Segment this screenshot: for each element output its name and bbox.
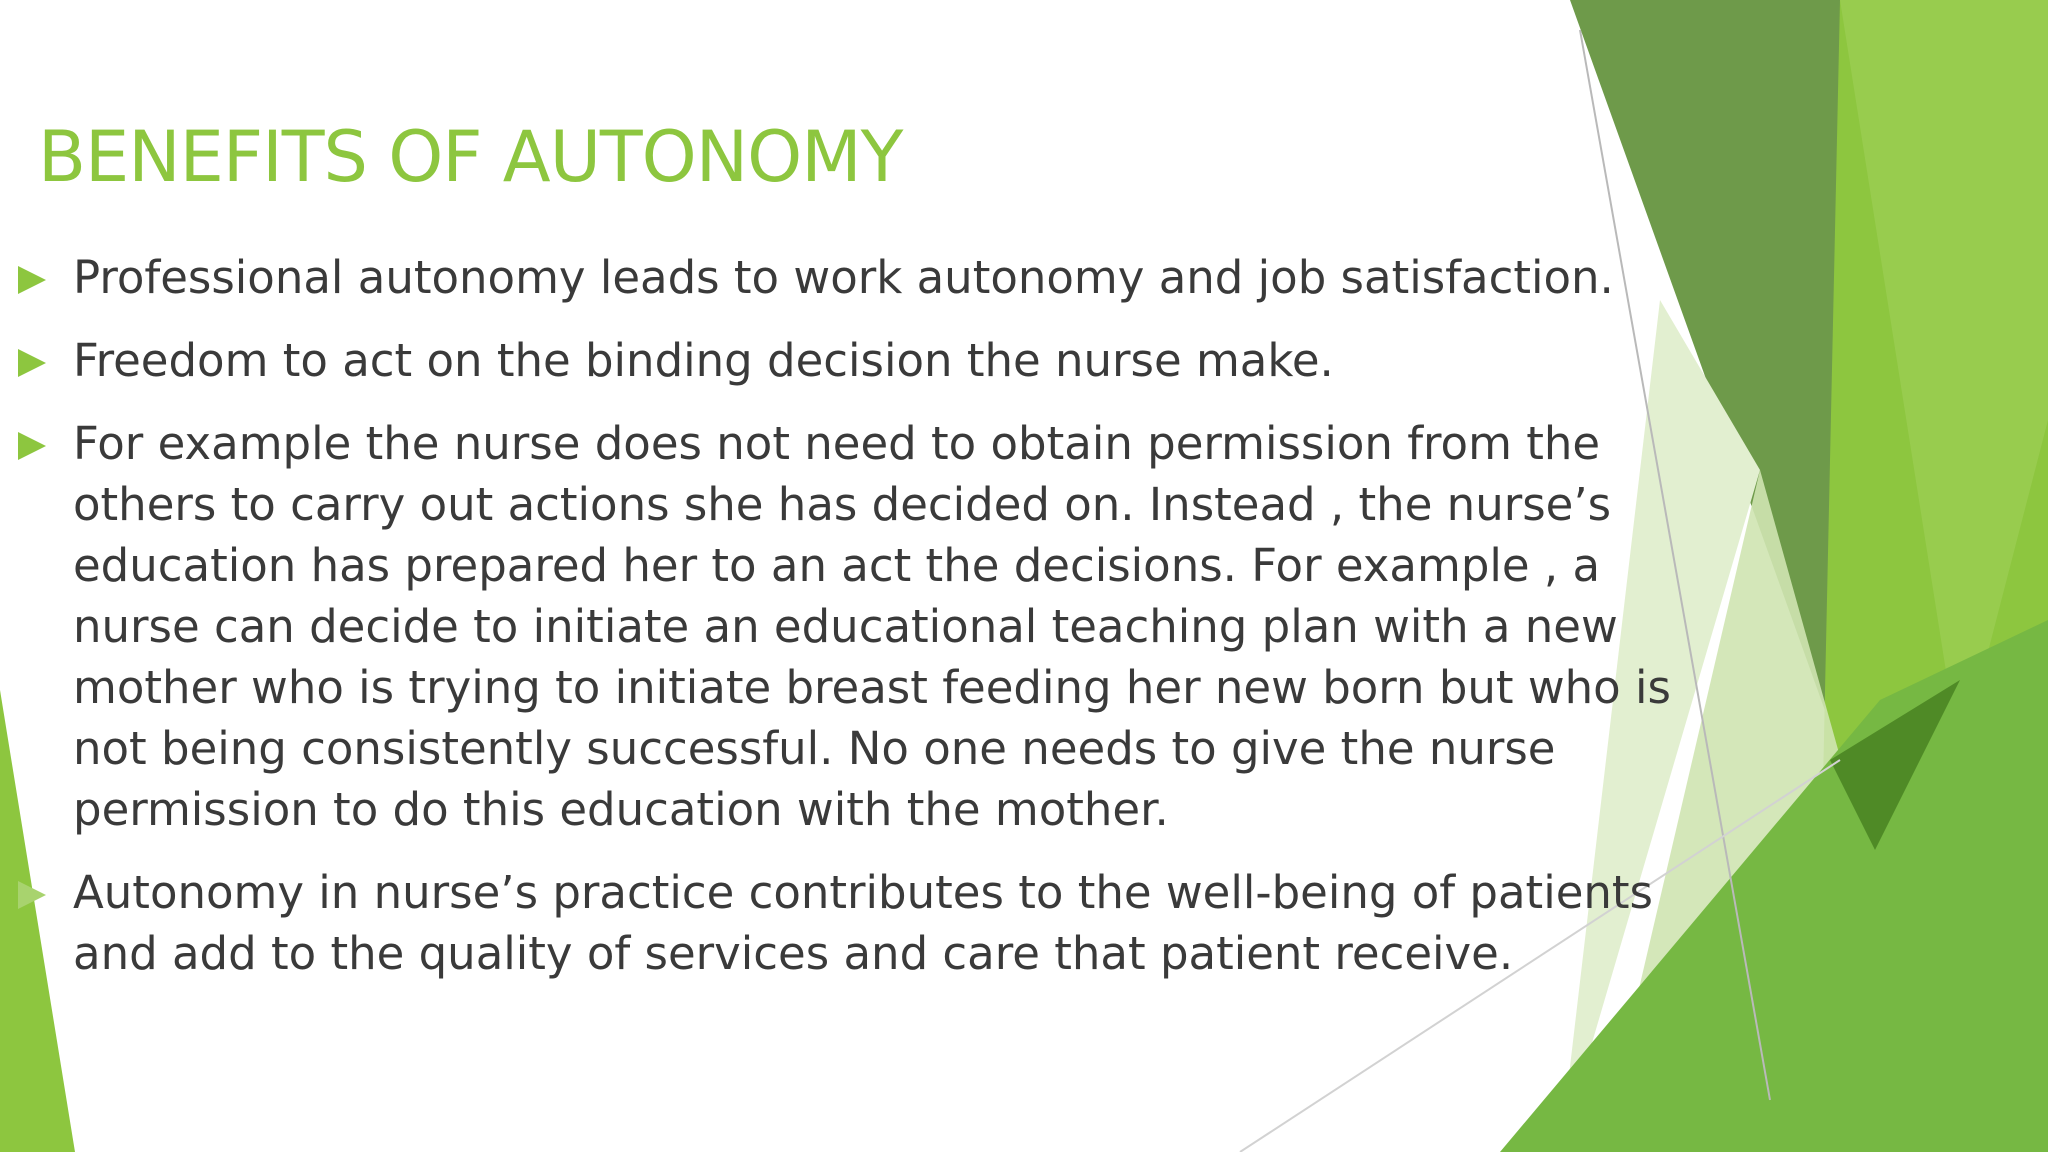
bullet-text: Autonomy in nurse’s practice contributes to the well-being of patients and add to the quality of services and care that patient receive. xyxy=(73,866,1653,980)
bullet-item xyxy=(18,330,1678,391)
bullet-list xyxy=(18,247,1678,1006)
slide-title: BENEFITS OF AUTONOMY xyxy=(38,116,903,198)
bullet-text: For example the nurse does not need to obtain permission from the others to carry out actions she has decided on. Instead , the nurse’s education has prepared her to an act the decisions. For example , a nurse can decide to initiate an educational teaching plan with a new mother who is trying to initiate breast feeding her new born but who is not being consistently successful. No one needs to give the nurse permission to do this education with the mother. xyxy=(73,417,1671,836)
triangle-right-icon xyxy=(18,349,46,377)
triangle-right-icon xyxy=(18,881,46,909)
bullet-item xyxy=(18,413,1678,840)
triangle-right-icon xyxy=(18,432,46,460)
triangle-right-icon xyxy=(18,266,46,294)
bullet-text: Freedom to act on the binding decision the nurse make. xyxy=(73,334,1334,387)
bullet-item xyxy=(18,247,1678,308)
bullet-item xyxy=(18,862,1678,984)
bullet-text: Professional autonomy leads to work autonomy and job satisfaction. xyxy=(73,251,1614,304)
